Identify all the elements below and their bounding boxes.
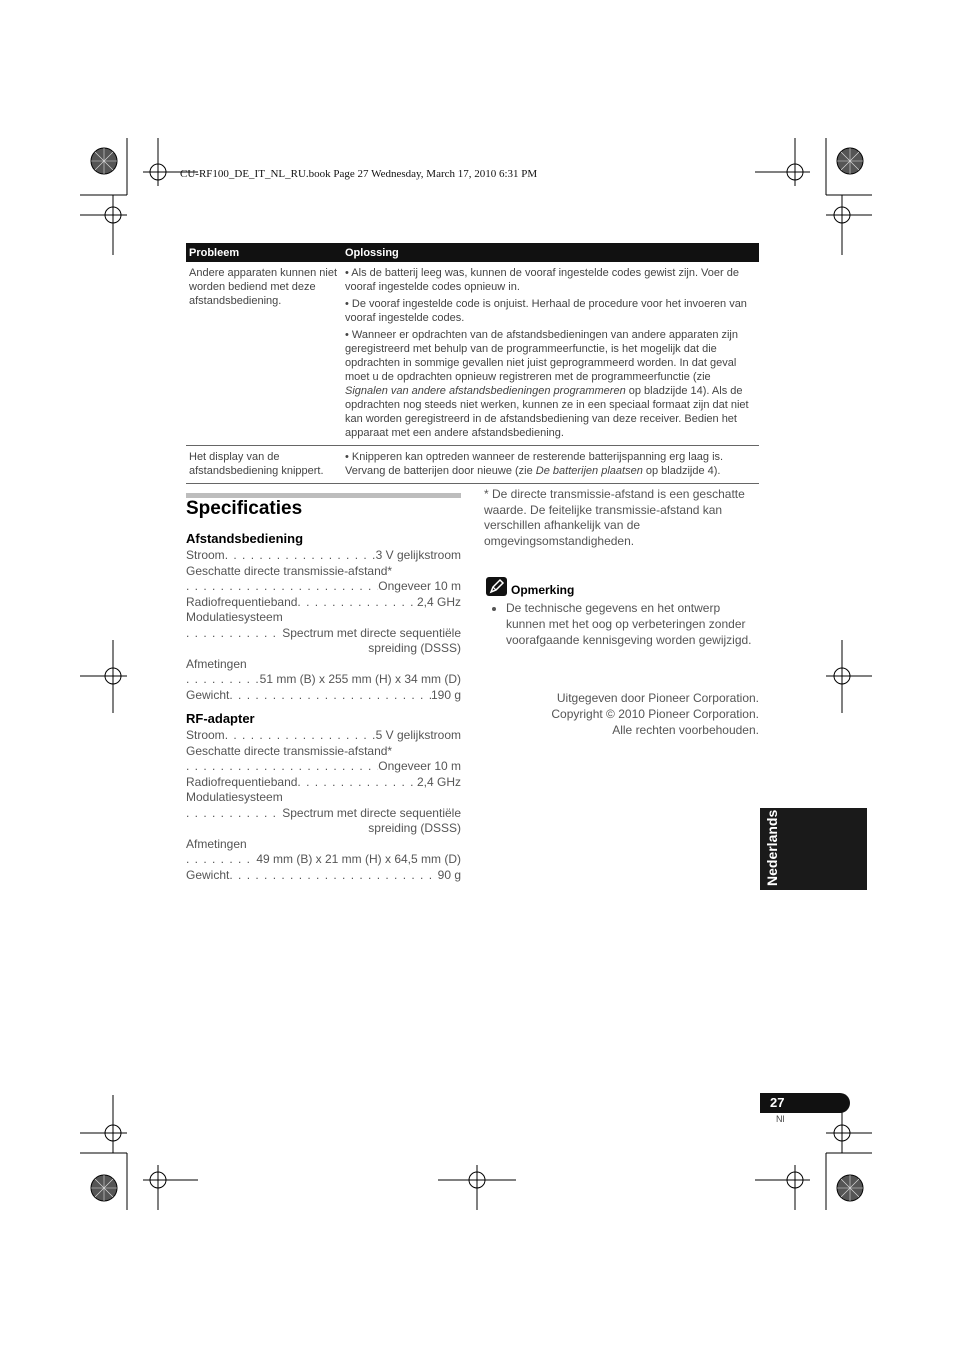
spec-value: 5 V gelijkstroom	[375, 728, 461, 742]
adapter-specs	[186, 728, 461, 883]
spec-row-weight	[186, 868, 461, 884]
copyright-line: Copyright © 2010 Pioneer Corporation.	[551, 707, 759, 721]
spec-label: Afmetingen	[186, 836, 247, 851]
pencil-icon	[486, 577, 507, 596]
spec-value: Ongeveer 10 m	[378, 579, 461, 593]
page-number: 27	[770, 1095, 785, 1110]
note-body	[490, 600, 762, 648]
spec-value: spreiding (DSSS)	[368, 641, 461, 655]
solution-cell	[342, 446, 759, 484]
spec-label: Geschatte directe transmissie-afstand*	[186, 563, 393, 578]
subheading-remote: Afstandsbediening	[186, 531, 304, 546]
spec-row-weight	[186, 688, 461, 704]
table-header-row	[186, 243, 759, 262]
solution-cell	[342, 262, 759, 446]
table-row	[186, 262, 759, 446]
spec-label: Modulatiesysteem	[186, 610, 283, 624]
spec-value: Spectrum met directe sequentiële	[282, 625, 461, 640]
publisher-info	[484, 690, 759, 738]
spec-label: Stroom	[186, 548, 225, 562]
spec-value: 190 g	[430, 687, 461, 702]
rights-line: Alle rechten voorbehouden.	[612, 723, 759, 737]
solution-bullet: • De vooraf ingestelde code is onjuist. Herhaal de procedure voor het invoeren van vooraf ingestelde codes.	[345, 298, 747, 324]
spec-row-power	[186, 728, 461, 744]
solution-text: • Knipperen kan optreden wanneer de resterende batterijspanning erg laag is. Vervang de batterijen door nieuwe (zie	[345, 451, 724, 477]
problem-cell: Andere apparaten kunnen niet worden bediend met deze afstandsbediening.	[186, 262, 342, 446]
column-header-solution: Oplossing	[342, 243, 759, 262]
subheading-adapter: RF-adapter	[186, 711, 255, 726]
spec-row-modulation	[186, 806, 461, 822]
spec-value: spreiding (DSSS)	[368, 821, 461, 835]
spec-value: Spectrum met directe sequentiële	[282, 805, 461, 820]
solution-bullet	[345, 328, 756, 440]
language-tab	[760, 808, 867, 890]
spec-label: Modulatiesysteem	[186, 790, 283, 804]
solution-bullet: • Als de batterij leeg was, kunnen de vooraf ingestelde codes gewist zijn. Voer de vooraf ingestelde codes opnieuw in.	[345, 267, 739, 293]
spec-label: Radiofrequentieband	[186, 594, 298, 609]
spec-value: 51 mm (B) x 255 mm (H) x 34 mm (D)	[259, 672, 461, 686]
spec-value: 3 V gelijkstroom	[375, 548, 461, 562]
note-title: Opmerking	[511, 583, 575, 597]
spec-label: Geschatte directe transmissie-afstand*	[186, 743, 393, 758]
publisher-line: Uitgegeven door Pioneer Corporation.	[556, 691, 759, 705]
cross-reference: De batterijen plaatsen	[535, 465, 643, 477]
spec-row-dimensions	[186, 672, 461, 688]
spec-label: Gewicht	[186, 687, 230, 702]
page-language-code: Nl	[776, 1114, 785, 1124]
spec-row-dimensions	[186, 852, 461, 868]
troubleshooting-table	[186, 243, 759, 484]
spec-label: Radiofrequentieband	[186, 774, 298, 789]
spec-value: 49 mm (B) x 21 mm (H) x 64,5 mm (D)	[256, 852, 461, 866]
spec-row-power	[186, 548, 461, 564]
solution-text: • Wanneer er opdrachten van de afstandsbedieningen van andere apparaten zijn geregistreerd met behulp van de programmeerfunctie, is het mogelijk dat die opdrachten in sommige gevallen niet juist geprogrammeerd worden. In dat geval moet u de opdrachten opnieuw registreren met de programmeerfunctie (zie	[345, 329, 738, 383]
note-item: • De technische gegevens en het ontwerp kunnen met het oog op verbeteringen zonder voorafgaande kennisgeving worden gewijzigd.	[506, 600, 762, 648]
spec-row-modulation	[186, 626, 461, 642]
footnote: * De directe transmissie-afstand is een geschatte waarde. De feitelijke transmissie-afstand kan verschillen afhankelijk van de omgevingsomstandigheden.	[484, 487, 745, 548]
problem-cell: Het display van de afstandsbediening knippert.	[186, 446, 342, 484]
remote-specs	[186, 548, 461, 703]
cross-reference: Signalen van andere afstandsbedieningen programmeren	[345, 385, 626, 397]
section-title: Specificaties	[186, 498, 303, 519]
spec-row-radio	[186, 775, 461, 791]
spec-label: Stroom	[186, 728, 225, 742]
solution-text: op bladzijde 14). Als de opdrachten nog steeds niet werken, kunnen ze in een speciaal formaat zijn dat niet kan worden geregistreerd in de afstandsbediening van deze receiver. Bedien het apparaat met een andere afstandsbediening.	[345, 385, 749, 439]
column-header-problem: Probleem	[186, 243, 342, 262]
spec-label: Gewicht	[186, 867, 230, 882]
spec-row-range	[186, 579, 461, 595]
spec-value: 2,4 GHz	[416, 594, 461, 609]
table-row	[186, 446, 759, 484]
solution-bullet	[345, 450, 756, 478]
language-tab-label: Nederlands	[764, 809, 780, 886]
spec-value: 90 g	[437, 867, 461, 882]
solution-text: op bladzijde 4).	[642, 465, 721, 477]
spec-label: Afmetingen	[186, 656, 247, 671]
file-header-line: CU-RF100_DE_IT_NL_RU.book Page 27 Wednesday, March 17, 2010 6:31 PM	[180, 168, 538, 180]
spec-value: 2,4 GHz	[416, 774, 461, 789]
spec-row-radio	[186, 595, 461, 611]
spec-row-range	[186, 759, 461, 775]
spec-value: Ongeveer 10 m	[378, 759, 461, 773]
